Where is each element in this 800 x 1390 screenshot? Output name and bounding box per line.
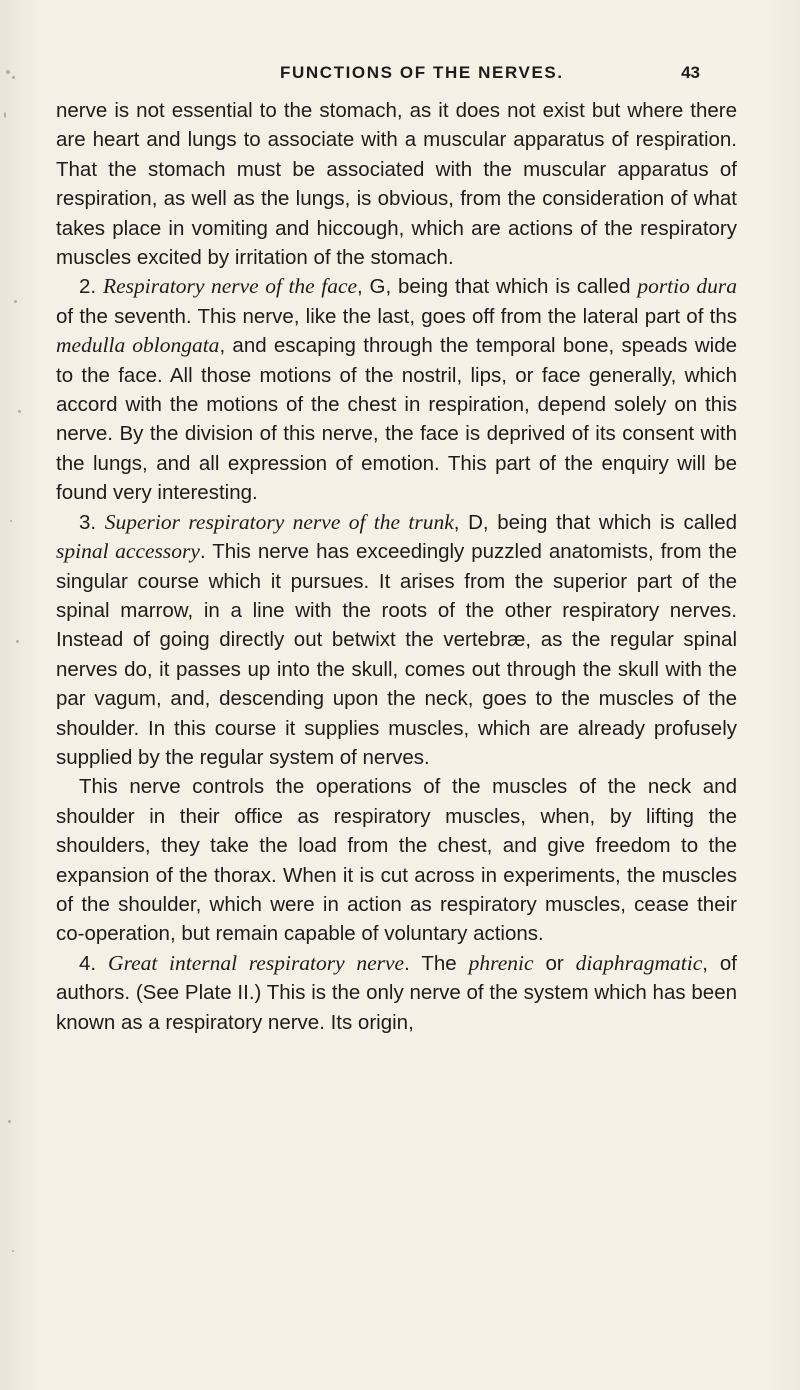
italic-phrase: Superior respiratory nerve of the trunk [104,509,454,534]
paragraph [56,949,737,1037]
paragraph [56,272,737,507]
page-number: 43 [681,63,700,82]
text-run: , of authors. (See Plate II.) This is the only nerve of the system which has been known as a respiratory nerve. Its origin, [56,951,737,1034]
edge-spot [8,1120,11,1123]
text-run: 3. [79,510,105,534]
text-run: This nerve controls the operations of the muscles of the neck and shoulder in their office as respiratory muscles, when, by lifting the shoulders, they take the load from the chest, and give freedom to the expansion of the thorax. When it is cut across in experiments, the muscles of the shoulder, which were in action as respiratory muscles, cease their co-operation, but remain capable of voluntary actions. [56,775,737,946]
text-run: 2. [79,275,103,299]
edge-spot [16,640,19,643]
italic-phrase: phrenic [468,950,534,975]
text-run: , D, being that which is called [453,510,738,534]
italic-phrase: Respiratory nerve of the face [102,274,358,299]
running-title: FUNCTIONS OF THE NERVES. [280,63,564,82]
text-run: 4. [79,951,109,975]
text-run: , G, being that which is called [357,275,638,299]
paragraph [56,772,737,948]
text-run: . The [404,951,469,975]
text-run: of the seventh. This nerve, like the last, goes off from the lateral part of ths [56,304,737,328]
italic-phrase: Great internal respiratory nerve [108,950,405,975]
edge-spot [12,76,15,79]
page-edge-marks [0,0,30,1390]
edge-spot [4,112,6,118]
edge-spot [12,1250,14,1252]
edge-spot [14,300,17,303]
paragraph [56,96,737,272]
edge-spot [18,410,21,413]
edge-spot [10,520,12,522]
text-run: or [533,951,576,975]
text-run: nerve is not essential to the stomach, as it does not exist but where there are heart and lungs to associate with a muscular apparatus of respiration. That the stomach must be associated with the muscular apparatus of respiration, as well as the lungs, is obvious, from the consideration of what takes place in vomiting and hiccough, which are actions of the respiratory muscles excited by irritation of the stomach. [56,99,737,270]
text-run: , and escaping through the temporal bone, speads wide to the face. All those motions of the nostril, lips, or face generally, which accord with the motions of the chest in respiration, depend solely on this nerve. By the division of this nerve, the face is deprived of its consent with the lungs, and all expression of emotion. This part of the enquiry will be found very interesting. [56,334,738,505]
text-run: . This nerve has exceedingly puzzled anatomists, from the singular course which it pursues. It arises from the superior part of the spinal marrow, in a line with the roots of the other respiratory nerves. Instead of going directly out betwixt the vertebræ, as the regular spinal nerves do, it passes up into the skull, comes out through the skull with the par vagum, and, descending upon the neck, goes to the muscles of the shoulder. In this course it supplies muscles, which are already profusely supplied by the regular system of nerves. [56,540,737,769]
italic-phrase: diaphragmatic [575,950,703,975]
italic-phrase: medulla oblongata [56,333,220,358]
paragraph [56,508,737,773]
italic-phrase: spinal accessory [56,539,200,564]
edge-spot [6,70,10,74]
body-text [56,96,737,1037]
running-head [140,63,700,85]
italic-phrase: portio dura [637,274,738,299]
